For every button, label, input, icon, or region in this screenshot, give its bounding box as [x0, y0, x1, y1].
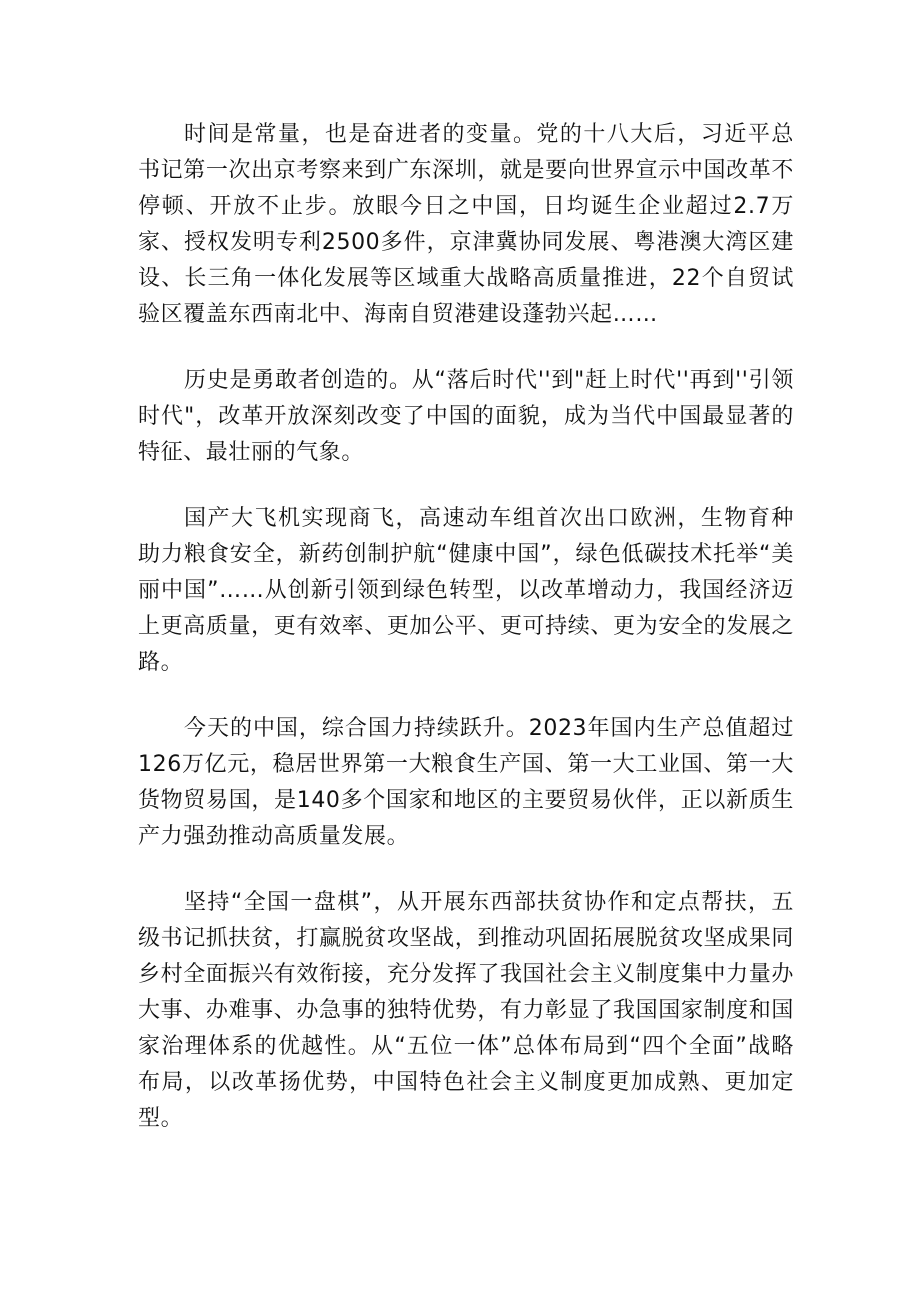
paragraph-5: 坚持“全国一盘棋”，从开展东西部扶贫协作和定点帮扶，五级书记抓扶贫，打赢脱贫攻坚战，到推动巩固拓展脱贫攻坚成果同乡村全面振兴有效衔接，充分发挥了我国社会主义制度集中力量办大事、办难事、办急事的独特优势，有力彰显了我国国家制度和国家治理体系的优越性。从“五位一体”总体布局到“四个全面”战略布局，以改革扬优势，中国特色社会主义制度更加成熟、更加定型。 [138, 890, 794, 1131]
paragraph-2: 历史是勇敢者创造的。从“落后时代''到"赶上时代''再到''引领时代"，改革开放深刻改变了中国的面貌，成为当代中国最显著的特征、最壮丽的气象。 [138, 368, 794, 465]
paragraph-3: 国产大飞机实现商飞，高速动车组首次出口欧洲，生物育种助力粮食安全，新药创制护航“健康中国”，绿色低碳技术托举“美丽中国”……从创新引领到绿色转型，以改革增动力，我国经济迈上更高质量，更有效率、更加公平、更可持续、更为安全的发展之路。 [138, 506, 794, 675]
paragraph-1: 时间是常量，也是奋进者的变量。党的十八大后，习近平总书记第一次出京考察来到广东深圳，就是要向世界宣示中国改革不停顿、开放不止步。放眼今日之中国，日均诞生企业超过2.7万家、授权发明专利2500多件，京津冀协同发展、粤港澳大湾区建设、长三角一体化发展等区域重大战略高质量推进，22个自贸试验区覆盖东西南北中、海南自贸港建设蓬勃兴起…… [138, 122, 794, 327]
document-body [138, 117, 794, 1167]
paragraph-4: 今天的中国，综合国力持续跃升。2023年国内生产总值超过126万亿元，稳居世界第一大粮食生产国、第一大工业国、第一大货物贸易国，是140多个国家和地区的主要贸易伙伴，正以新质生产力强劲推动高质量发展。 [138, 716, 794, 849]
